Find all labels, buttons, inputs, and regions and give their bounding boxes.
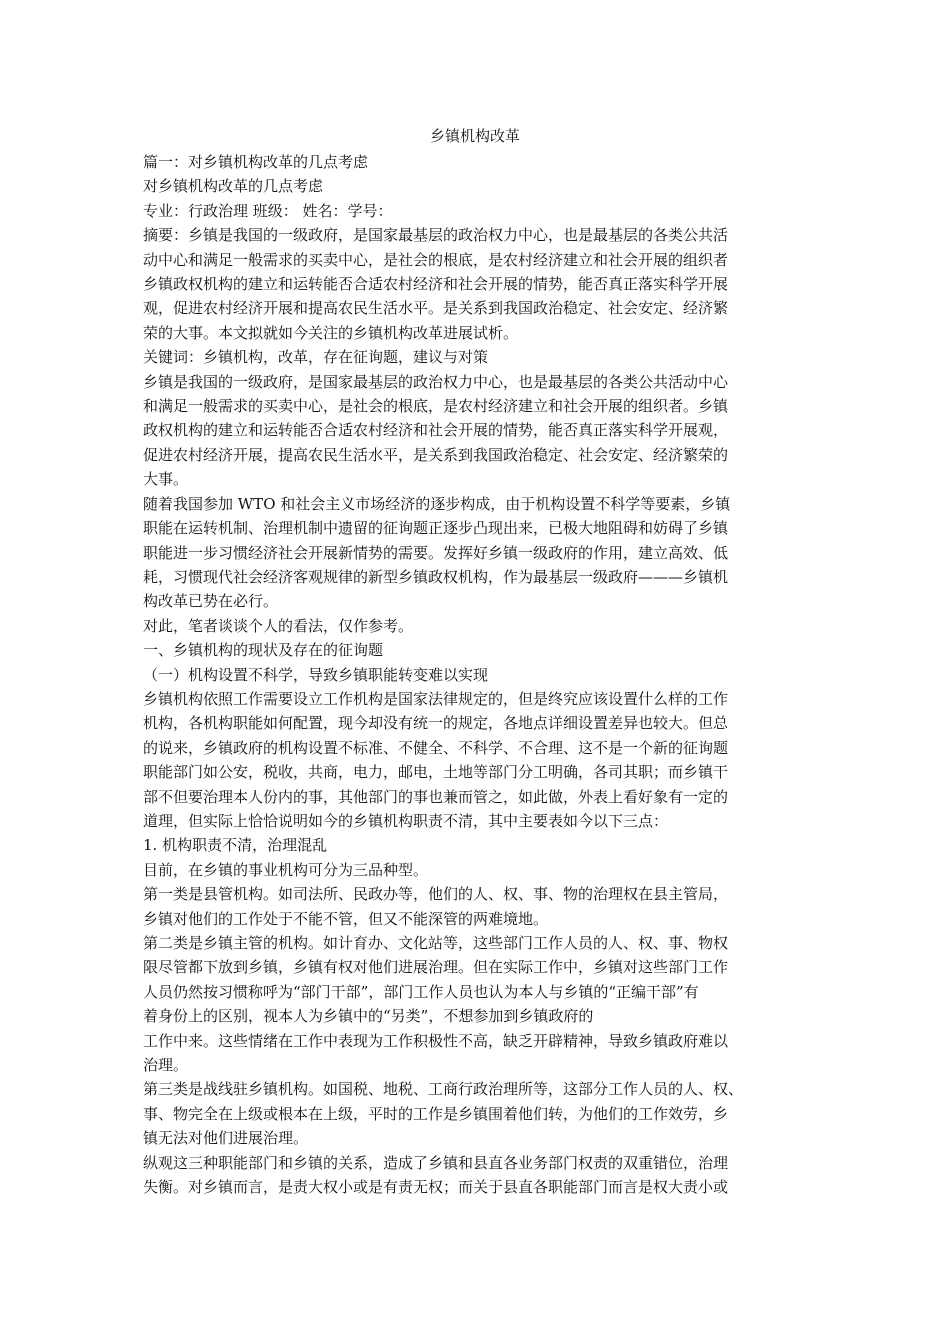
- document-line: 促进农村经济开展，提高农民生活水平，是关系到我国政治稳定、社会安定、经济繁荣的: [143, 445, 729, 464]
- document-line: 第二类是乡镇主管的机构。如计育办、文化站等，这些部门工作人员的人、权、事、物权: [143, 934, 729, 952]
- document-line: 关键词：乡镇机构，改革，存在征询题，建议与对策: [143, 348, 489, 367]
- document-line: 的说来，乡镇政府的机构设置不标准、不健全、不科学、不合理、这不是一个新的征询题: [143, 738, 729, 757]
- document-line: 观，促进农村经济开展和提高农民生活水平。是关系到我国政治稳定、社会安定、经济繁: [143, 299, 729, 318]
- document-line: 动中心和满足一般需求的买卖中心，是社会的根底，是农村经济建立和社会开展的组织者: [143, 250, 729, 269]
- document-line: （一）机构设置不科学，导致乡镇职能转变难以实现: [143, 665, 489, 684]
- document-line: 大事。: [143, 470, 189, 489]
- document-body: [143, 150, 823, 1199]
- document-line: 荣的大事。本文拟就如今关注的乡镇机构改革进展试析。: [143, 323, 519, 342]
- document-line: 乡镇是我国的一级政府，是国家最基层的政治权力中心，也是最基层的各类公共活动中心: [143, 372, 729, 391]
- document-line: 乡镇政权机构的建立和运转能否合适农村经济和社会开展的情势，能否真正落实科学开展: [143, 275, 729, 294]
- document-line: 目前，在乡镇的事业机构可分为三品种型。: [143, 860, 429, 879]
- document-line: 和满足一般需求的买卖中心，是社会的根底，是农村经济建立和社会开展的组织者。乡镇: [143, 397, 729, 416]
- document-line: 人员仍然按习惯称呼为“部门干部”，部门工作人员也认为本人与乡镇的“正编干部”有: [143, 982, 699, 1001]
- document-line: 镇无法对他们进展治理。: [143, 1129, 309, 1148]
- document-line: 工作中来。这些情绪在工作中表现为工作积极性不高，缺乏开辟精神，导致乡镇政府难以: [143, 1031, 729, 1050]
- document-line: 职能在运转机制、治理机制中遗留的征询题正逐步凸现出来，已极大地阻碍和妨碍了乡镇: [143, 519, 729, 538]
- document-line: 乡镇对他们的工作处于不能不管，但又不能深管的两难境地。: [143, 909, 549, 928]
- document-line: 事、物完全在上级或根本在上级，平时的工作是乡镇围着他们转，为他们的工作效劳，乡: [143, 1104, 729, 1123]
- document-line: 专业：行政治理 班级： 姓名：学号：: [143, 201, 393, 220]
- document-title: 乡镇机构改革: [429, 127, 520, 145]
- document-line: 随着我国参加 WTO 和社会主义市场经济的逐步构成，由于机构设置不科学等要素，乡镇: [143, 494, 731, 513]
- document-line: 限尽管都下放到乡镇，乡镇有权对他们进展治理。但在实际工作中，乡镇对这些部门工作: [143, 958, 729, 977]
- document-line: 着身份上的区别，视本人为乡镇中的“另类”，不想参加到乡镇政府的: [143, 1007, 594, 1026]
- document-line: 机构，各机构职能如何配置，现今却没有统一的规定，各地点详细设置差异也较大。但总: [143, 714, 729, 733]
- document-line: 对乡镇机构改革的几点考虑: [143, 177, 324, 196]
- document-line: 摘要：乡镇是我国的一级政府，是国家最基层的政治权力中心，也是最基层的各类公共活: [143, 226, 729, 245]
- document-line: 对此，笔者谈谈个人的看法，仅作参考。: [143, 616, 414, 635]
- document-line: 一、乡镇机构的现状及存在的征询题: [143, 641, 384, 660]
- document-line: 第三类是战线驻乡镇机构。如国税、地税、工商行政治理所等，这部分工作人员的人、权、: [143, 1080, 744, 1099]
- document-line: 失衡。对乡镇而言，是责大权小或是有责无权；而关于县直各职能部门而言是权大责小或: [143, 1178, 729, 1197]
- document-line: 职能部门如公安，税收，共商，电力，邮电，土地等部门分工明确，各司其职；而乡镇干: [143, 763, 729, 782]
- document-line: 政权机构的建立和运转能否合适农村经济和社会开展的情势，能否真正落实科学开展观，: [143, 421, 729, 440]
- document-line: 部不但要治理本人份内的事，其他部门的事也兼而管之，如此做，外表上看好象有一定的: [143, 787, 729, 806]
- document-line: 乡镇机构依照工作需要设立工作机构是国家法律规定的，但是终究应该设置什么样的工作: [143, 689, 729, 708]
- document-line: 1. 机构职责不清，治理混乱: [143, 836, 328, 855]
- document-line: 构改革已势在必行。: [143, 592, 279, 611]
- document-line: 第一类是县管机构。如司法所、民政办等，他们的人、权、事、物的治理权在县主管局，: [143, 885, 729, 904]
- document-line: 纵观这三种职能部门和乡镇的关系，造成了乡镇和县直各业务部门权责的双重错位，治理: [143, 1153, 729, 1172]
- document-line: 篇一：对乡镇机构改革的几点考虑: [143, 153, 369, 171]
- document-line: 耗，习惯现代社会经济客观规律的新型乡镇政权机构，作为最基层一级政府———乡镇机: [143, 567, 729, 586]
- document-line: 道理，但实际上恰恰说明如今的乡镇机构职责不清，其中主要表如今以下三点：: [143, 811, 669, 830]
- document-line: 治理。: [143, 1056, 189, 1075]
- document-line: 职能进一步习惯经济社会开展新情势的需要。发挥好乡镇一级政府的作用，建立高效、低: [143, 543, 729, 562]
